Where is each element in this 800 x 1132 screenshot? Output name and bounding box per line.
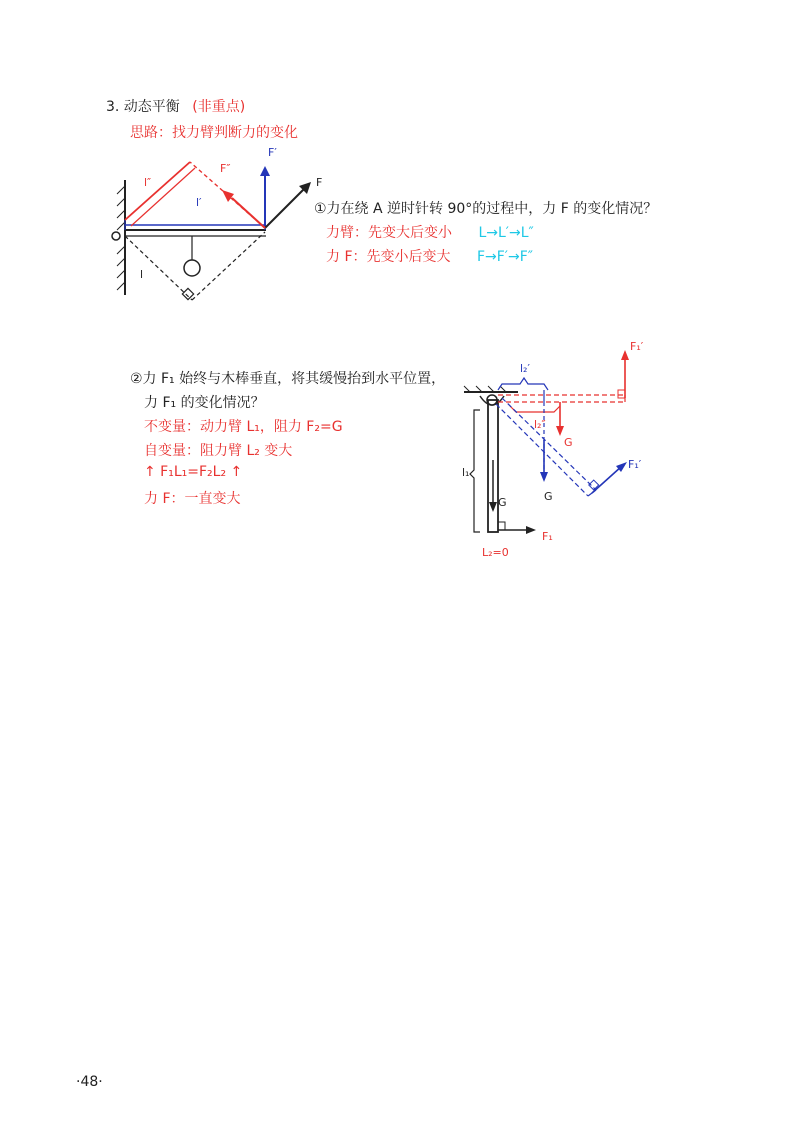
q2-constant (144, 416, 343, 436)
fig2-label-G-red: G (564, 436, 573, 449)
fig2-label-L2-zero: L₂=0 (482, 546, 509, 559)
fig2-label-G-blue: G (544, 490, 553, 503)
q2-result: 力 F：一直变大 (144, 491, 241, 507)
fig1-label-l-prime: l′ (196, 196, 202, 209)
q1-question: ①力在绕 A 逆时针转 90°的过程中，力 F 的变化情况？ (314, 201, 658, 217)
fig2-label-F1-top: F₁′ (630, 340, 644, 353)
q1-arm-seq: L→L′→L″ (478, 225, 534, 241)
fig2-label-G-black: G (498, 496, 507, 509)
q1-arm-label: 力臂：先变大后变小 (326, 225, 452, 241)
q2-changing: 自变量：阻力臂 L₂ 变大 (144, 443, 293, 459)
section-title-text: 3. 动态平衡 (106, 99, 180, 115)
fig1-label-F: F (316, 176, 323, 189)
fig2-label-l1: l₁ (462, 466, 470, 479)
fig1-label-l-dprime: l″ (144, 176, 152, 189)
q2-constant-text: 不变量：动力臂 L₁，阻力 F₂=G (144, 419, 343, 435)
q1-force-line (326, 246, 533, 266)
section-tag: (非重点) (192, 99, 246, 115)
q1-arm-line (326, 222, 534, 242)
fig1-label-F-dprime: F″ (220, 162, 231, 175)
q2-question-line1: ②力 F₁ 始终与木棒垂直，将其缓慢抬到水平位置， (130, 371, 446, 387)
q1-force-seq: F→F′→F″ (476, 249, 533, 265)
solution-idea: 思路：找力臂判断力的变化 (130, 125, 298, 141)
q1-force-label: 力 F：先变小后变大 (326, 249, 451, 265)
fig2-label-F1-prime: F₁′ (628, 458, 642, 471)
section-title (106, 96, 245, 116)
figure-2-rod-diagram (460, 340, 660, 560)
q2-question-line2: 力 F₁ 的变化情况？ (144, 395, 265, 411)
fig2-label-l2-prime: l₂′ (520, 362, 530, 375)
fig2-label-l2-dprime: l₂″ (534, 418, 546, 431)
page-number: ·48· (76, 1074, 103, 1090)
fig1-label-F-prime: F′ (268, 146, 277, 159)
fig2-label-F1: F₁ (542, 530, 553, 543)
fig1-label-l: l (140, 268, 144, 281)
q2-equation: ↑ F₁L₁=F₂L₂ ↑ (144, 464, 243, 480)
